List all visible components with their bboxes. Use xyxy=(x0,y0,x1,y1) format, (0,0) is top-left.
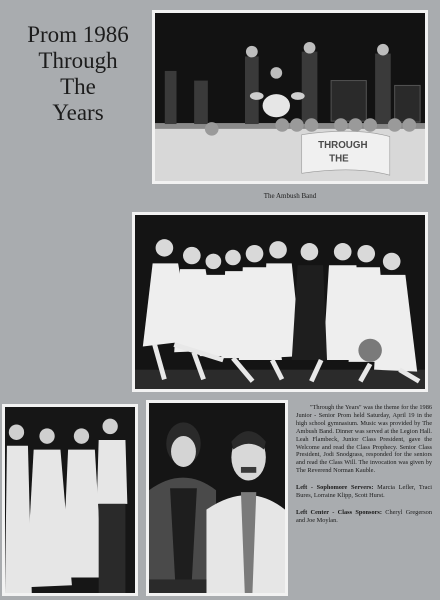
article-text xyxy=(296,404,432,534)
servers-names: Marcia Lefler, Traci Bures, Lorraine Klipp, Scott Hurst. xyxy=(296,484,432,500)
banner-line-2: THE xyxy=(329,153,349,165)
title-line-3: The xyxy=(60,74,96,99)
title-line-2: Through xyxy=(38,48,118,73)
sponsors-label: Left Center - Class Sponsors: xyxy=(296,508,382,516)
sponsors-photo-image xyxy=(149,403,285,593)
title-line-4: Years xyxy=(52,100,104,125)
servers-caption xyxy=(296,484,432,500)
sponsors-photo xyxy=(146,400,288,596)
article-intro: "Through the Years" was the theme for the 1986 Junior - Senior Prom held Saturday, April 19 in the high school gymnasium. Music was provided by The Ambush Band. Dinner was served at the Legion Hall. Leah Flambeck, Junior Class President, gave the Welcome and read the Class Prophecy. Senior Class President, Jodi Snodgrass, responded for the seniors and read the Class Will. The invocation was given by The Reverend Norman Kauble. xyxy=(296,404,432,475)
band-photo-image xyxy=(155,13,425,181)
servers-photo-image xyxy=(5,407,135,593)
sponsors-names: Cheryl Gregerson and Joe Moylan. xyxy=(296,508,432,524)
sponsors-caption xyxy=(296,509,432,525)
banner-line-1: THROUGH xyxy=(318,140,368,152)
group-photo-image xyxy=(135,215,425,389)
title-line-1: Prom 1986 xyxy=(27,22,129,47)
band-photo-caption: The Ambush Band xyxy=(263,192,317,200)
servers-label: Left - Sophomore Servers: xyxy=(296,484,374,492)
group-photo xyxy=(132,212,428,392)
page-title xyxy=(8,22,148,126)
band-photo xyxy=(152,10,428,184)
servers-photo xyxy=(2,404,138,596)
